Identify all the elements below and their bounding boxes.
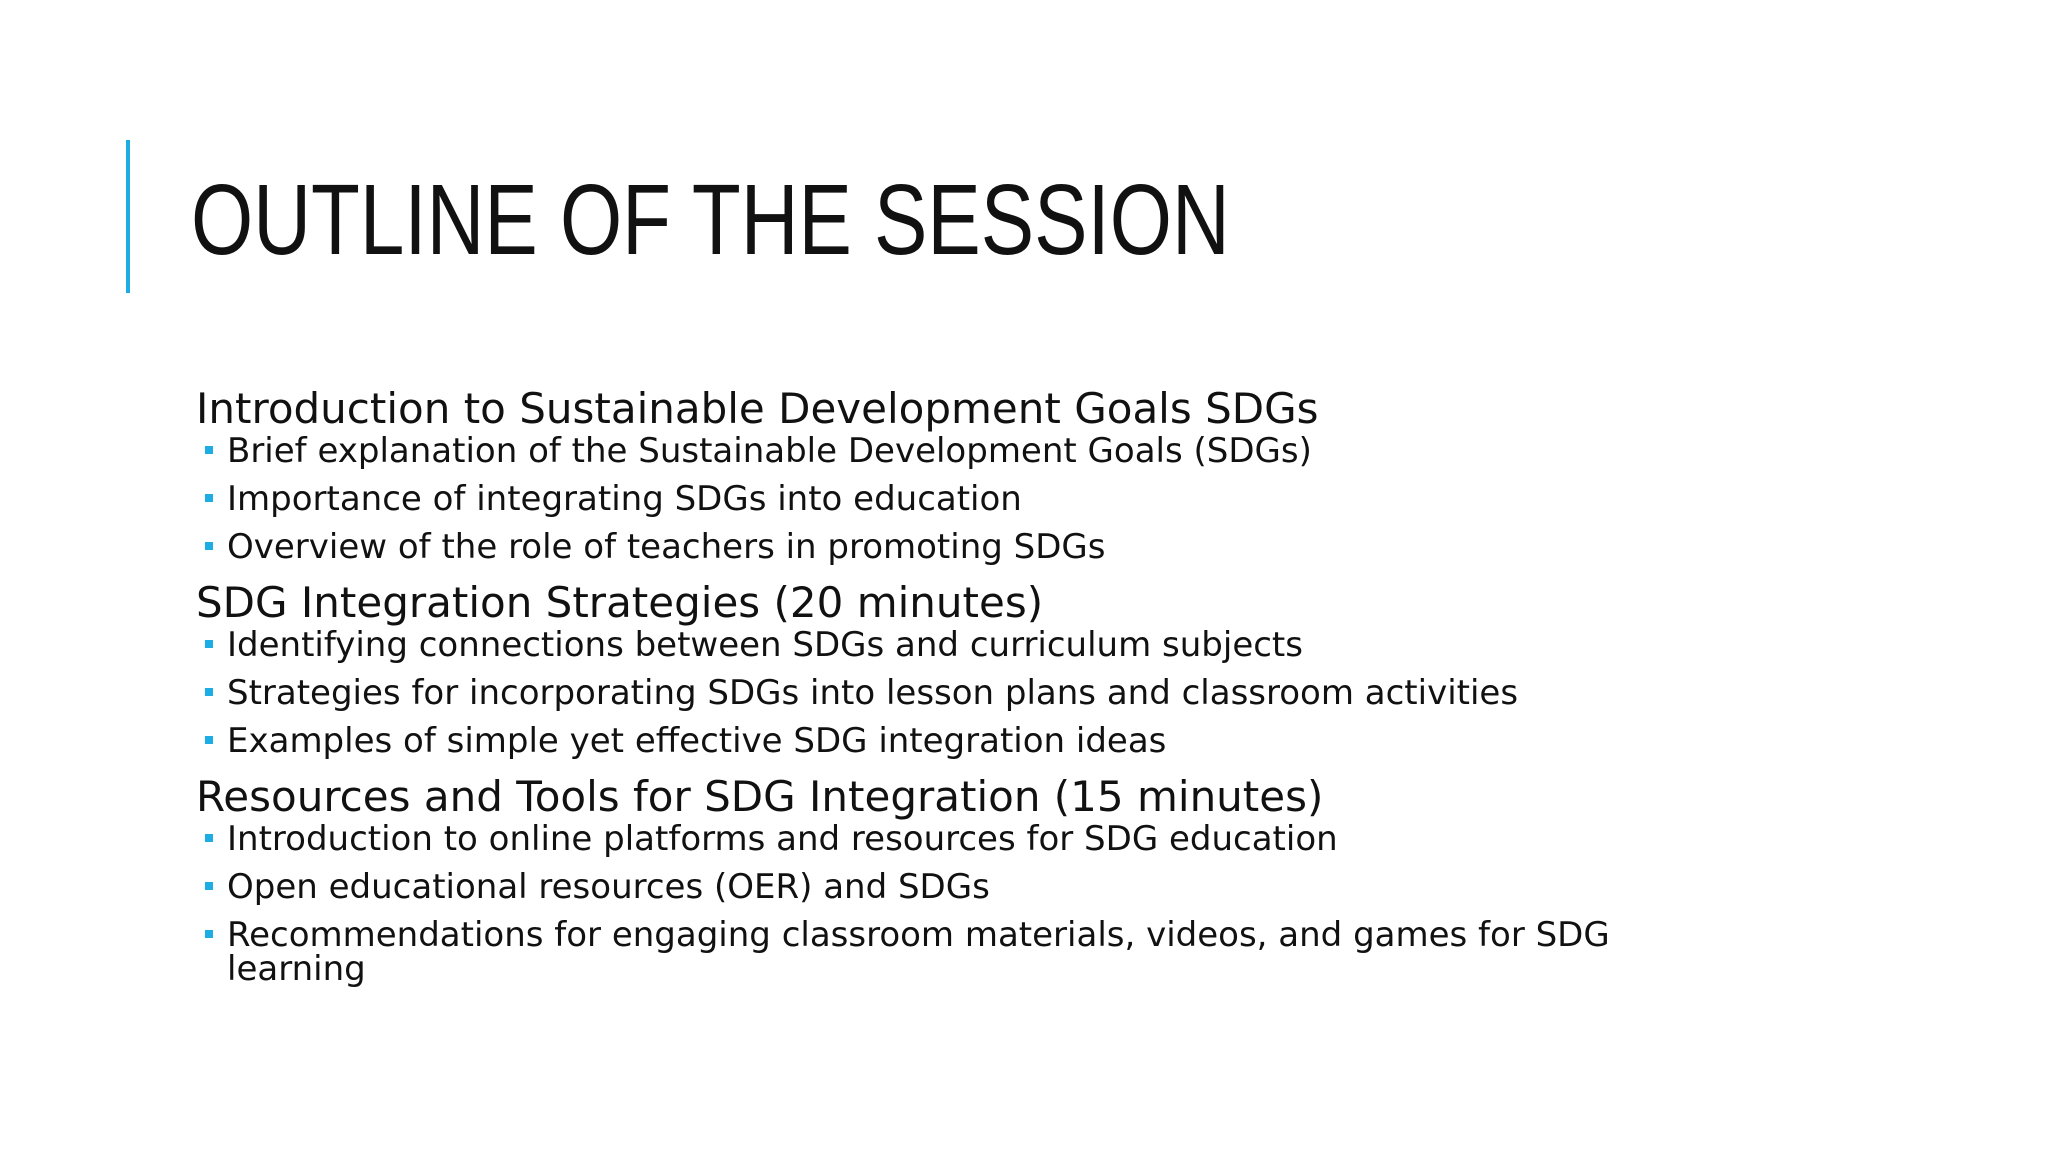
bullet-item (196, 673, 1736, 713)
bullet-item (196, 625, 1736, 665)
bullet-list (196, 625, 1736, 761)
outline-section (196, 578, 1736, 761)
outline-section (196, 772, 1736, 989)
bullet-text: Recommendations for engaging classroom materials, videos, and games for SDG learning (227, 915, 1610, 989)
section-heading: Resources and Tools for SDG Integration (15 minutes) (196, 772, 1324, 821)
bullet-list (196, 819, 1736, 989)
bullet-text: Examples of simple yet effective SDG integration ideas (227, 721, 1167, 761)
square-bullet-icon (205, 446, 213, 454)
bullet-item (196, 431, 1736, 471)
square-bullet-icon (205, 688, 213, 696)
square-bullet-icon (205, 494, 213, 502)
bullet-text: Open educational resources (OER) and SDGs (227, 867, 990, 907)
bullet-text: Brief explanation of the Sustainable Development Goals (SDGs) (227, 431, 1312, 471)
outline-section (196, 384, 1736, 567)
square-bullet-icon (205, 834, 213, 842)
bullet-item (196, 527, 1736, 567)
bullet-text: Strategies for incorporating SDGs into lesson plans and classroom activities (227, 673, 1519, 713)
bullet-item (196, 819, 1736, 859)
square-bullet-icon (205, 882, 213, 890)
section-heading: Introduction to Sustainable Development Goals SDGs (196, 384, 1319, 433)
bullet-list (196, 431, 1736, 567)
bullet-item (196, 867, 1736, 907)
bullet-item (196, 479, 1736, 519)
square-bullet-icon (205, 640, 213, 648)
square-bullet-icon (205, 736, 213, 744)
bullet-text: Identifying connections between SDGs and curriculum subjects (227, 625, 1303, 665)
square-bullet-icon (205, 930, 213, 938)
bullet-text: Introduction to online platforms and resources for SDG education (227, 819, 1338, 859)
square-bullet-icon (205, 542, 213, 550)
slide-title: OUTLINE OF THE SESSION (191, 164, 1230, 276)
section-heading: SDG Integration Strategies (20 minutes) (196, 578, 1044, 627)
bullet-item (196, 721, 1736, 761)
slide-content (196, 384, 1736, 1000)
bullet-text: Importance of integrating SDGs into education (227, 479, 1022, 519)
bullet-item (196, 915, 1736, 989)
title-accent-bar (126, 140, 130, 293)
bullet-text: Overview of the role of teachers in promoting SDGs (227, 527, 1106, 567)
